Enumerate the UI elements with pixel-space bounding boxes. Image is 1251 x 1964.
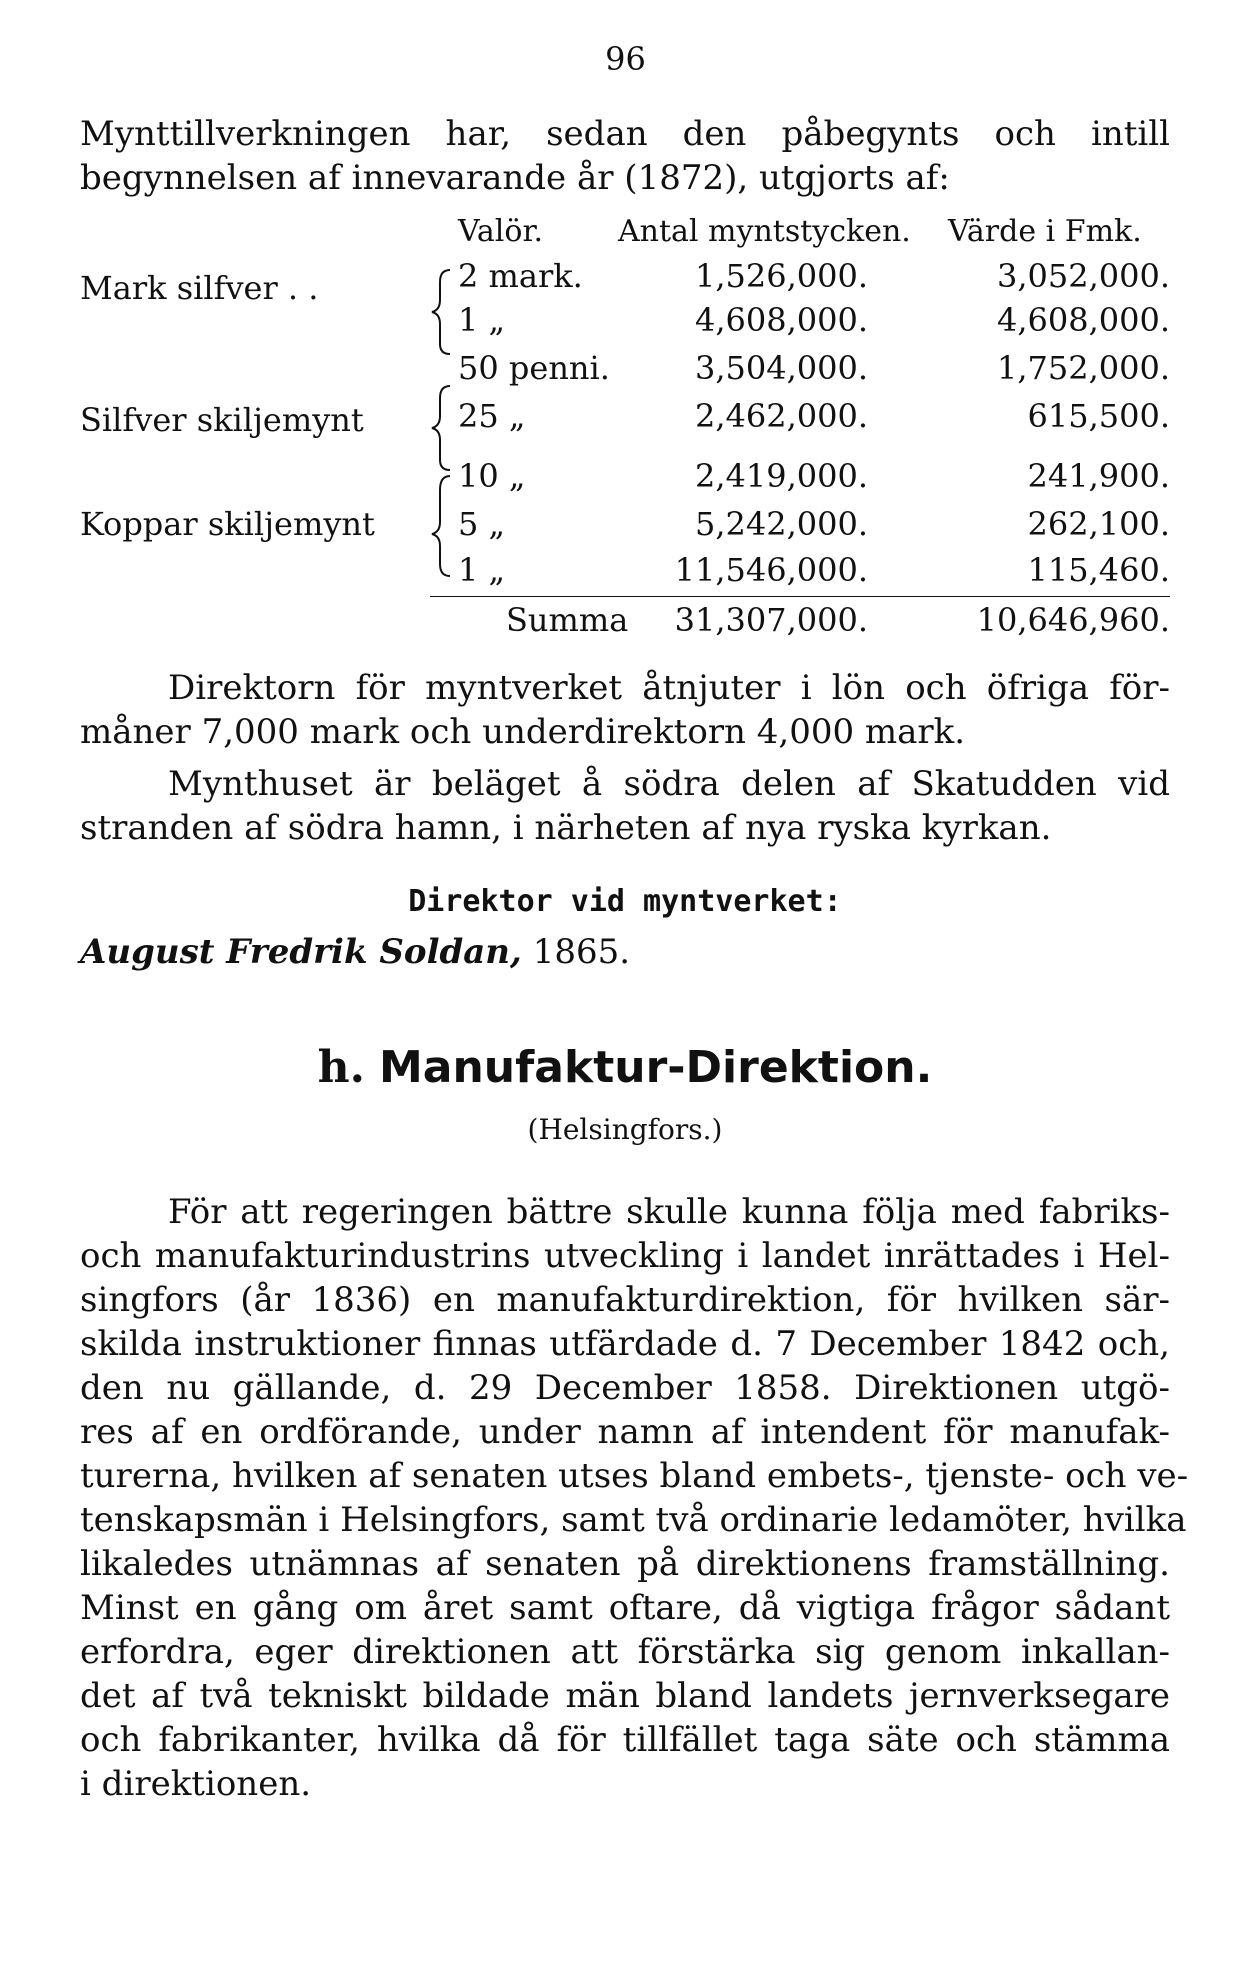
cell-antal: 4,608,000. [694, 301, 868, 339]
section-title: Manufaktur-Direktion. [378, 1042, 933, 1093]
cell-valor: 25 „ [458, 397, 526, 435]
intro-line: begynnelsen af innevarande år (1872), utgjorts af: [80, 158, 950, 198]
section-heading [80, 1040, 1170, 1096]
paragraph-line: i direktionen. [80, 1764, 312, 1804]
cell-valor: 2 mark. [458, 257, 583, 295]
cell-varde: 615,500. [1027, 397, 1170, 435]
cell-varde: 1,752,000. [996, 349, 1170, 387]
cell-antal: 1,526,000. [694, 257, 868, 295]
cell-varde: 241,900. [1027, 457, 1170, 495]
summa-rule [430, 596, 1170, 597]
cell-antal: 5,242,000. [694, 505, 868, 543]
paragraph-line: och manufakturindustrins utveckling i landet inrättades i Hel- [80, 1236, 1170, 1276]
cell-antal: 2,462,000. [694, 397, 868, 435]
paragraph-line: skilda instruktioner finnas utfärdade d. 7 December 1842 och, [80, 1324, 1170, 1364]
paragraph-line: och fabrikanter, hvilka då för tillfället taga säte och stämma [80, 1720, 1170, 1760]
paragraph-line: För att regeringen bättre skulle kunna följa med fabriks- [168, 1192, 1170, 1232]
header-valor: Valör. [458, 214, 544, 249]
paragraph-line: Direktorn för myntverket åtnjuter i lön och öfriga för- [168, 668, 1170, 708]
paragraph-line: likaledes utnämnas af senaten på direktionens framställning. [80, 1544, 1170, 1584]
cell-valor: 1 „ [458, 551, 506, 589]
section-letter: h. [317, 1042, 365, 1093]
direktor-name: August Fredrik Soldan, [80, 932, 522, 972]
cell-antal: 11,546,000. [674, 551, 868, 589]
cell-valor: 10 „ [458, 457, 526, 495]
paragraph-line: den nu gällande, d. 29 December 1858. Direktionen utgö- [80, 1368, 1170, 1408]
summa-varde: 10,646,960. [976, 601, 1170, 639]
paragraph-line: turerna, hvilken af senaten utses bland embets-, tjenste- och ve- [80, 1456, 1189, 1496]
paragraph-line: singfors (år 1836) en manufakturdirektion, för hvilken sär- [80, 1280, 1170, 1320]
paragraph-line: måner 7,000 mark och underdirektorn 4,000 mark. [80, 712, 966, 752]
direktor-entry [80, 930, 630, 974]
paragraph-line: stranden af södra hamn, i närheten af nya ryska kyrkan. [80, 808, 1052, 848]
cell-varde: 262,100. [1027, 505, 1170, 543]
paragraph-line: erfordra, eger direktionen att förstärka sig genom inkallan- [80, 1632, 1170, 1672]
cell-antal: 3,504,000. [694, 349, 868, 387]
cell-antal: 2,419,000. [694, 457, 868, 495]
direktor-heading: Direktor vid myntverket: [408, 884, 842, 919]
cell-varde: 3,052,000. [996, 257, 1170, 295]
cell-valor: 50 penni. [458, 349, 610, 387]
group-label: Koppar skiljemynt [80, 505, 375, 543]
header-antal: Antal myntstycken. [618, 214, 911, 249]
header-varde: Värde i Fmk. [948, 214, 1142, 249]
paragraph-line: Minst en gång om året samt oftare, då vigtiga frågor sådant [80, 1588, 1170, 1628]
paragraph-line: res af en ordförande, under namn af intendent för manufak- [80, 1412, 1170, 1452]
direktor-year: 1865. [532, 932, 631, 972]
group-label: Silfver skiljemynt [80, 401, 364, 439]
cell-valor: 5 „ [458, 505, 506, 543]
paragraph-line: Mynthuset är beläget å södra delen af Skatudden vid [168, 764, 1170, 804]
cell-varde: 4,608,000. [996, 301, 1170, 339]
cell-valor: 1 „ [458, 301, 506, 339]
section-subtitle: (Helsingfors.) [527, 1113, 723, 1146]
paragraph-line: det af två tekniskt bildade män bland landets jernverksegare [80, 1676, 1170, 1716]
page-number: 96 [605, 40, 646, 78]
intro-line: Mynttillverkningen har, sedan den påbegynts och intill [80, 114, 1170, 154]
summa-antal: 31,307,000. [674, 601, 868, 639]
brace-group [428, 262, 458, 582]
cell-varde: 115,460. [1027, 551, 1170, 589]
group-label: Mark silfver . . [80, 269, 319, 307]
summa-label: Summa [506, 601, 629, 639]
paragraph-line: tenskapsmän i Helsingfors, samt två ordinarie ledamöter, hvilka [80, 1500, 1187, 1540]
